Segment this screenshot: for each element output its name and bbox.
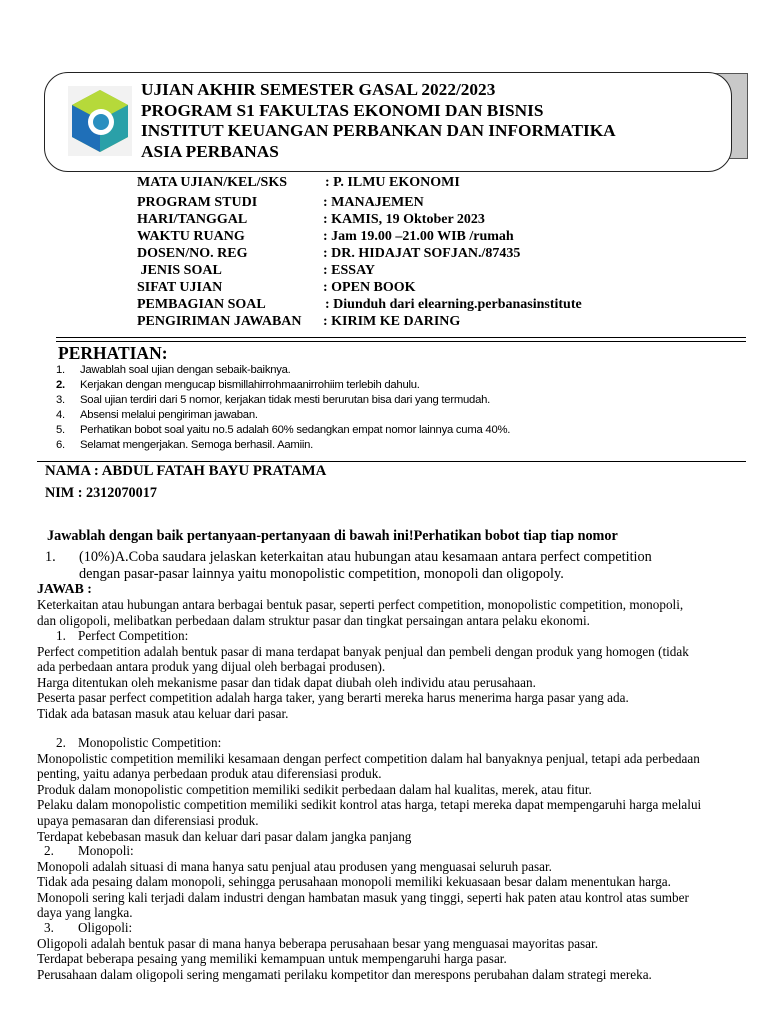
section-number: 3. bbox=[44, 920, 54, 935]
info-value: : DR. HIDAJAT SOFJAN./87435 bbox=[323, 246, 521, 261]
answer-line: Terdapat kebebasan masuk dan keluar dari pasar dalam jangka panjang bbox=[37, 828, 412, 844]
answer-line: Pelaku dalam monopolistic competition memiliki sedikit kontrol atas harga, tetapi mereka dapat mempengaruhi harga melalui bbox=[37, 797, 702, 813]
answer-line: ada perbedaan antara produk yang dijual oleh berbagai produsen). bbox=[37, 659, 386, 675]
info-key: WAKTU RUANG bbox=[137, 229, 245, 244]
list-number: 4. bbox=[56, 408, 65, 421]
student-name: NAMA : ABDUL FATAH BAYU PRATAMA bbox=[45, 463, 327, 479]
list-number: 5. bbox=[56, 423, 65, 436]
answer-line: Monopolistic competition memiliki kesamaan dengan perfect competition dalam hal banyaknya penjual, tetapi ada perbedaan bbox=[37, 750, 700, 766]
divider bbox=[56, 341, 746, 342]
info-value: : P. ILMU EKONOMI bbox=[325, 175, 460, 190]
list-item bbox=[56, 363, 510, 378]
list-text: Kerjakan dengan mengucap bismillahirrohmaanirrohiim terlebih dahulu. bbox=[80, 378, 420, 391]
divider bbox=[37, 461, 746, 462]
section-heading bbox=[56, 628, 757, 644]
info-key: PENGIRIMAN JAWABAN bbox=[137, 314, 302, 329]
section-title: Oligopoli: bbox=[78, 920, 133, 935]
answer-line: Terdapat beberapa pesaing yang memiliki kemampuan untuk mempengaruhi harga pasar. bbox=[37, 951, 507, 967]
section-title: Perfect Competition: bbox=[78, 628, 189, 643]
header-title bbox=[141, 80, 616, 162]
answer-line: Perusahaan dalam oligopoli sering mengamati perilaku kompetitor dan merespons perubahan dalam strategi mereka. bbox=[37, 966, 652, 982]
section-heading bbox=[44, 843, 757, 859]
student-nim: NIM : 2312070017 bbox=[45, 485, 157, 501]
answer-line: Perfect competition adalah bentuk pasar di mana terdapat banyak penjual dan pembeli dengan produk yang homogen (tidak bbox=[37, 643, 689, 659]
info-value: : KIRIM KE DARING bbox=[323, 314, 461, 329]
section-heading bbox=[56, 735, 757, 751]
answer-line: Tidak ada batasan masuk atau keluar dari pasar. bbox=[37, 705, 289, 721]
section-number: 1. bbox=[56, 628, 66, 643]
perbanas-logo-icon bbox=[68, 86, 132, 156]
section-number: 2. bbox=[44, 843, 54, 858]
answer-line: upaya pemasaran dan diferensiasi produk. bbox=[37, 812, 259, 828]
info-key: MATA UJIAN/KEL/SKS bbox=[137, 175, 288, 190]
answer-intro bbox=[37, 597, 757, 628]
list-item bbox=[56, 408, 510, 423]
divider bbox=[56, 337, 746, 338]
question-line: dengan pasar-pasar lainnya yaitu monopolistic competition, monopoli dan oligopoly. bbox=[79, 566, 564, 583]
answer-section bbox=[37, 735, 757, 844]
answer-line: Keterkaitan atau hubungan antara berbagai bentuk pasar, seperti perfect competition, monopolistic competition, monopoli, bbox=[37, 597, 684, 612]
answer-label: JAWAB : bbox=[37, 581, 92, 596]
info-key: JENIS SOAL bbox=[137, 263, 222, 278]
section-title: Monopolistic Competition: bbox=[78, 735, 222, 750]
info-key: HARI/TANGGAL bbox=[137, 212, 248, 227]
list-text: Absensi melalui pengiriman jawaban. bbox=[80, 408, 258, 421]
answer-line: Monopoli adalah situasi di mana hanya satu penjual atau produsen yang menguasai seluruh pasar. bbox=[37, 858, 552, 874]
list-item bbox=[56, 378, 510, 393]
info-value: : OPEN BOOK bbox=[323, 280, 416, 295]
info-key: PROGRAM STUDI bbox=[137, 195, 258, 210]
list-text: Soal ujian terdiri dari 5 nomor, kerjakan tidak mesti berurutan bisa dari yang termudah. bbox=[80, 393, 491, 406]
question-number: 1. bbox=[45, 549, 56, 565]
perhatian-list bbox=[56, 363, 510, 452]
info-key: SIFAT UJIAN bbox=[137, 280, 223, 295]
answer-line: Produk dalam monopolistic competition memiliki sedikit perbedaan dalam hal kualitas, merek, atau fitur. bbox=[37, 781, 592, 797]
answer-line: penting, yaitu adanya perbedaan produk atau diferensiasi produk. bbox=[37, 766, 382, 782]
header-line: UJIAN AKHIR SEMESTER GASAL 2022/2023 bbox=[141, 80, 496, 99]
header-line: ASIA PERBANAS bbox=[141, 141, 279, 161]
instruction: Jawablah dengan baik pertanyaan-pertanyaan di bawah ini!Perhatikan bobot tiap tiap nomor bbox=[47, 528, 618, 544]
list-item bbox=[56, 393, 510, 408]
section-heading bbox=[44, 920, 757, 936]
info-value: : MANAJEMEN bbox=[323, 195, 424, 210]
answer-section bbox=[37, 628, 757, 722]
list-text: Perhatikan bobot soal yaitu no.5 adalah 60% sedangkan empat nomor lainnya cuma 40%. bbox=[80, 423, 511, 436]
list-item bbox=[56, 438, 510, 453]
info-value: : Diunduh dari elearning.perbanasinstitute bbox=[325, 297, 582, 312]
answer-section bbox=[37, 920, 757, 982]
list-number: 3. bbox=[56, 393, 65, 406]
perhatian-title: PERHATIAN: bbox=[58, 343, 168, 363]
info-value: : Jam 19.00 –21.00 WIB /rumah bbox=[323, 229, 514, 244]
question-line: (10%)A.Coba saudara jelaskan keterkaitan atau hubungan atau kesamaan antara perfect competition bbox=[79, 549, 652, 565]
answer-line: Monopoli sering kali terjadi dalam industri dengan hambatan masuk yang tinggi, seperti hak paten atau kontrol atas sumber bbox=[37, 889, 689, 905]
answer-line: Tidak ada pesaing dalam monopoli, sehingga perusahaan monopoli memiliki kekuasaan besar dalam menentukan harga. bbox=[37, 874, 671, 890]
section-title: Monopoli: bbox=[78, 843, 134, 858]
header-line: PROGRAM S1 FAKULTAS EKONOMI DAN BISNIS bbox=[141, 100, 544, 120]
info-key: DOSEN/NO. REG bbox=[137, 246, 248, 261]
list-number: 2. bbox=[56, 378, 65, 391]
answer-line: daya yang langka. bbox=[37, 905, 133, 921]
list-text: Selamat mengerjakan. Semoga berhasil. Aamiin. bbox=[80, 438, 314, 451]
answer-line: Peserta pasar perfect competition adalah harga taker, yang berarti mereka harus menerima harga pasar yang ada. bbox=[37, 690, 629, 706]
info-value: : ESSAY bbox=[323, 263, 376, 278]
answer-line: Oligopoli adalah bentuk pasar di mana hanya beberapa perusahaan besar yang menguasai mayoritas pasar. bbox=[37, 935, 598, 951]
answer-line: Harga ditentukan oleh mekanisme pasar dan tidak dapat diubah oleh individu atau perusahaan. bbox=[37, 674, 536, 690]
list-text: Jawablah soal ujian dengan sebaik-baiknya. bbox=[80, 364, 291, 376]
list-number: 6. bbox=[56, 438, 65, 451]
info-value: : KAMIS, 19 Oktober 2023 bbox=[323, 212, 485, 227]
section-number: 2. bbox=[56, 735, 66, 750]
header-line: INSTITUT KEUANGAN PERBANKAN DAN INFORMATIKA bbox=[141, 121, 616, 140]
answer-section bbox=[37, 843, 757, 921]
question-1 bbox=[45, 549, 652, 583]
list-number: 1. bbox=[56, 364, 65, 376]
answer-line: dan oligopoli, melibatkan perbedaan dalam struktur pasar dan tingkat persaingan antara pelaku ekonomi. bbox=[37, 612, 590, 628]
info-key: PEMBAGIAN SOAL bbox=[137, 297, 266, 312]
list-item bbox=[56, 423, 510, 438]
